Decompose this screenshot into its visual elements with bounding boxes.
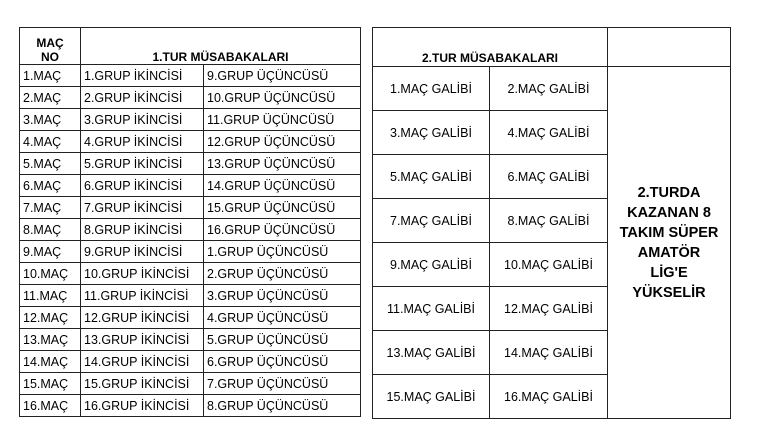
group-second-cell: 2.GRUP İKİNCİSİ	[81, 87, 204, 109]
group-third-cell: 12.GRUP ÜÇÜNCÜSÜ	[204, 131, 361, 153]
round1-row	[20, 395, 361, 417]
group-second-cell: 14.GRUP İKİNCİSİ	[81, 351, 204, 373]
round1-row	[20, 329, 361, 351]
group-second-cell: 9.GRUP İKİNCİSİ	[81, 241, 204, 263]
winner-left-cell: 11.MAÇ GALİBİ	[373, 287, 490, 331]
winner-left-cell: 5.MAÇ GALİBİ	[373, 155, 490, 199]
mac-no-header-line1: MAÇ	[36, 36, 64, 50]
group-third-cell: 9.GRUP ÜÇÜNCÜSÜ	[204, 65, 361, 87]
winner-left-cell: 9.MAÇ GALİBİ	[373, 243, 490, 287]
group-second-cell: 4.GRUP İKİNCİSİ	[81, 131, 204, 153]
mac-no-header	[20, 28, 81, 65]
winner-left-cell: 15.MAÇ GALİBİ	[373, 375, 490, 419]
promotion-note-line: AMATÖR	[637, 244, 701, 261]
winner-right-cell: 2.MAÇ GALİBİ	[490, 67, 608, 111]
round2-header-empty	[608, 28, 731, 67]
round2-table	[372, 27, 731, 419]
round1-row	[20, 197, 361, 219]
group-second-cell: 12.GRUP İKİNCİSİ	[81, 307, 204, 329]
group-second-cell: 10.GRUP İKİNCİSİ	[81, 263, 204, 285]
match-number-cell: 13.MAÇ	[20, 329, 81, 351]
winner-right-cell: 16.MAÇ GALİBİ	[490, 375, 608, 419]
promotion-note-line: YÜKSELİR	[632, 284, 706, 301]
group-third-cell: 6.GRUP ÜÇÜNCÜSÜ	[204, 351, 361, 373]
mac-no-header-line2: NO	[41, 50, 59, 64]
round2-header-row	[373, 28, 731, 67]
group-second-cell: 5.GRUP İKİNCİSİ	[81, 153, 204, 175]
group-second-cell: 15.GRUP İKİNCİSİ	[81, 373, 204, 395]
match-number-cell: 15.MAÇ	[20, 373, 81, 395]
group-second-cell: 13.GRUP İKİNCİSİ	[81, 329, 204, 351]
group-second-cell: 16.GRUP İKİNCİSİ	[81, 395, 204, 417]
round2-body	[373, 67, 731, 419]
winner-left-cell: 1.MAÇ GALİBİ	[373, 67, 490, 111]
group-third-cell: 4.GRUP ÜÇÜNCÜSÜ	[204, 307, 361, 329]
group-third-cell: 2.GRUP ÜÇÜNCÜSÜ	[204, 263, 361, 285]
group-third-cell: 10.GRUP ÜÇÜNCÜSÜ	[204, 87, 361, 109]
winner-right-cell: 8.MAÇ GALİBİ	[490, 199, 608, 243]
round1-row	[20, 351, 361, 373]
group-second-cell: 7.GRUP İKİNCİSİ	[81, 197, 204, 219]
round1-row	[20, 373, 361, 395]
match-number-cell: 16.MAÇ	[20, 395, 81, 417]
group-second-cell: 8.GRUP İKİNCİSİ	[81, 219, 204, 241]
round1-row	[20, 263, 361, 285]
match-number-cell: 7.MAÇ	[20, 197, 81, 219]
round1-row	[20, 131, 361, 153]
round1-header-row	[20, 28, 361, 65]
match-number-cell: 5.MAÇ	[20, 153, 81, 175]
match-number-cell: 6.MAÇ	[20, 175, 81, 197]
round1-row	[20, 87, 361, 109]
promotion-note-line: 2.TURDA	[637, 184, 701, 201]
round1-body	[20, 65, 361, 417]
group-third-cell: 1.GRUP ÜÇÜNCÜSÜ	[204, 241, 361, 263]
group-third-cell: 5.GRUP ÜÇÜNCÜSÜ	[204, 329, 361, 351]
round1-row	[20, 219, 361, 241]
winner-left-cell: 7.MAÇ GALİBİ	[373, 199, 490, 243]
round2-row	[373, 67, 731, 111]
group-third-cell: 14.GRUP ÜÇÜNCÜSÜ	[204, 175, 361, 197]
promotion-note-line: LİG'E	[650, 264, 688, 281]
promotion-note-line: KAZANAN 8	[627, 204, 711, 221]
round1-row	[20, 175, 361, 197]
round1-row	[20, 109, 361, 131]
winner-right-cell: 14.MAÇ GALİBİ	[490, 331, 608, 375]
match-number-cell: 1.MAÇ	[20, 65, 81, 87]
match-number-cell: 3.MAÇ	[20, 109, 81, 131]
group-third-cell: 11.GRUP ÜÇÜNCÜSÜ	[204, 109, 361, 131]
round1-row	[20, 241, 361, 263]
group-third-cell: 16.GRUP ÜÇÜNCÜSÜ	[204, 219, 361, 241]
match-number-cell: 9.MAÇ	[20, 241, 81, 263]
group-third-cell: 7.GRUP ÜÇÜNCÜSÜ	[204, 373, 361, 395]
round1-row	[20, 153, 361, 175]
round1-title: 1.TUR MÜSABAKALARI	[81, 28, 361, 65]
winner-right-cell: 10.MAÇ GALİBİ	[490, 243, 608, 287]
winner-right-cell: 6.MAÇ GALİBİ	[490, 155, 608, 199]
round1-table	[19, 27, 361, 417]
winner-right-cell: 12.MAÇ GALİBİ	[490, 287, 608, 331]
match-number-cell: 14.MAÇ	[20, 351, 81, 373]
match-number-cell: 2.MAÇ	[20, 87, 81, 109]
winner-left-cell: 13.MAÇ GALİBİ	[373, 331, 490, 375]
group-third-cell: 8.GRUP ÜÇÜNCÜSÜ	[204, 395, 361, 417]
round1-row	[20, 65, 361, 87]
round1-row	[20, 285, 361, 307]
winner-left-cell: 3.MAÇ GALİBİ	[373, 111, 490, 155]
group-second-cell: 11.GRUP İKİNCİSİ	[81, 285, 204, 307]
group-second-cell: 6.GRUP İKİNCİSİ	[81, 175, 204, 197]
round2-title: 2.TUR MÜSABAKALARI	[373, 28, 608, 67]
promotion-note-line: TAKIM SÜPER	[619, 224, 719, 241]
match-number-cell: 10.MAÇ	[20, 263, 81, 285]
match-number-cell: 8.MAÇ	[20, 219, 81, 241]
round1-row	[20, 307, 361, 329]
group-third-cell: 15.GRUP ÜÇÜNCÜSÜ	[204, 197, 361, 219]
promotion-note	[608, 67, 731, 419]
winner-right-cell: 4.MAÇ GALİBİ	[490, 111, 608, 155]
group-second-cell: 3.GRUP İKİNCİSİ	[81, 109, 204, 131]
group-third-cell: 3.GRUP ÜÇÜNCÜSÜ	[204, 285, 361, 307]
match-number-cell: 4.MAÇ	[20, 131, 81, 153]
group-second-cell: 1.GRUP İKİNCİSİ	[81, 65, 204, 87]
match-number-cell: 12.MAÇ	[20, 307, 81, 329]
group-third-cell: 13.GRUP ÜÇÜNCÜSÜ	[204, 153, 361, 175]
match-number-cell: 11.MAÇ	[20, 285, 81, 307]
